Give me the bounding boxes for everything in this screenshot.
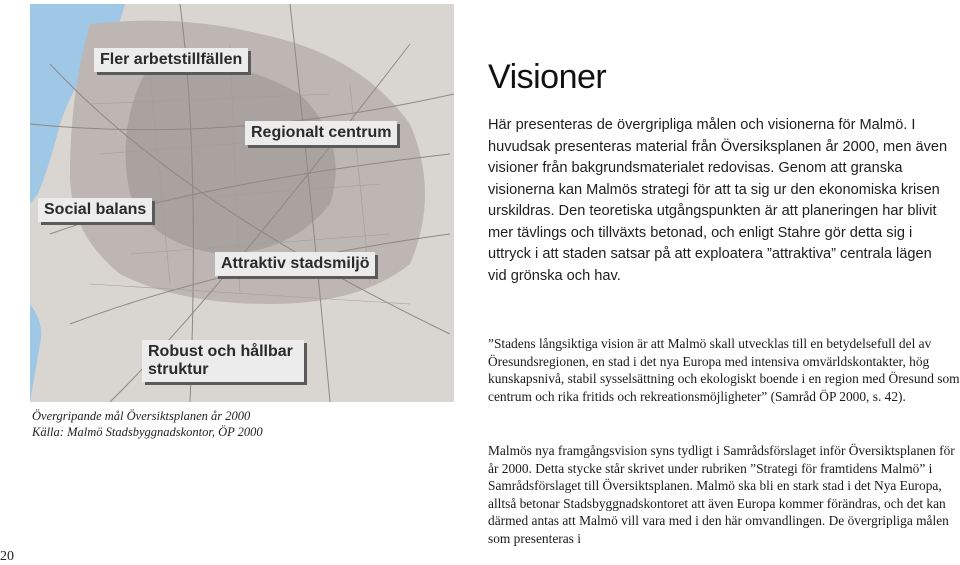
page-number: 20 xyxy=(0,549,14,564)
figure-caption xyxy=(32,408,352,440)
intro-paragraph: Här presenteras de övergripliga målen och visionerna för Malmö. I huvudsak presenteras material från Översiksplanen år 2000, men även visioner från bakgrundsmaterialet redovisas. Genom att granska visionerna kan Malmös strategi för att ta sig ur den ekonomiska krisen urskildras. Den teoretiska utgångspunkten är att planeringen har blivit mer tävlings och tillväxts betonad, och enligt Stahre gör detta sig i uttryck i att staden satsar på att exploatera ”attraktiva” centrala lägen vid grönska och hav. xyxy=(488,117,948,284)
caption-line-1: Övergripande mål Översiktsplanen år 2000 xyxy=(32,409,251,423)
map-label-regionalt-centrum: Regionalt centrum xyxy=(245,121,397,145)
map-label-social-balans: Social balans xyxy=(38,198,152,222)
map-label-robust-struktur: Robust och hållbar struktur xyxy=(142,340,304,382)
caption-line-2: Källa: Malmö Stadsbyggnadskontor, ÖP 2000 xyxy=(32,425,263,439)
map-label-fler-arbetstillfallen: Fler arbetstillfällen xyxy=(94,48,248,72)
map-label-attraktiv-stadsmiljo: Attraktiv stadsmiljö xyxy=(215,252,375,276)
map-image xyxy=(30,4,454,402)
body-paragraph: Malmös nya framgångsvision syns tydligt i Samrådsförslaget inför Översiktsplanen för år 2000. Detta stycke står skrivet under rubriken ”Strategi för framtidens Malmö” i Samrådsförslaget till Översiktsplanen. Malmö ska bli en stark stad i det Nya Europa, alltså betonar Stadsbyggnadskontoret att även Europa kommer förändras, och det kan därmed antas att Malmö vill vara med i den här omvandlingen. De övergripliga målen som presenteras i xyxy=(488,443,955,546)
quote-paragraph: ”Stadens långsiktiga vision är att Malmö skall utvecklas till en betydelsefull del av Öresundsregionen, en stad i det nya Europa med intensiva omvärldskontakter, hög kunskapsnivå, stabil sysselsättning och ekologiskt boende i en region med Öresund som centrum och rika fritids och rekreationsmöjligheter” (Samråd ÖP 2000, s. 42). xyxy=(488,336,960,404)
page-title: Visioner xyxy=(488,58,607,96)
